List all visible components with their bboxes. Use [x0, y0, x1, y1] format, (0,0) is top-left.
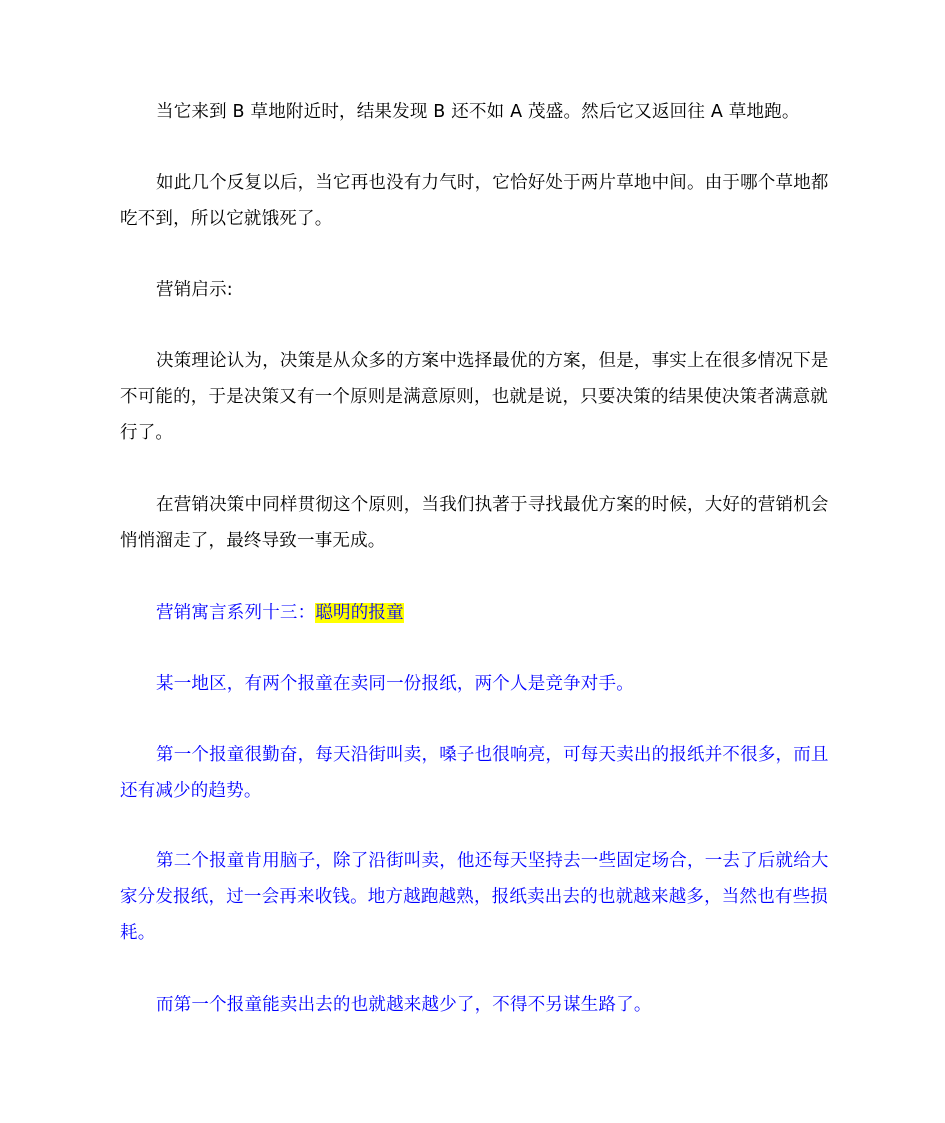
paragraph-marketing-decision: 在营销决策中同样贯彻这个原则，当我们执著于寻找最优方案的时候，大好的营销机会悄悄溜走了，最终导致一事无成。	[120, 495, 829, 551]
story-paragraph-rivals: 某一地区，有两个报童在卖同一份报纸，两个人是竞争对手。	[156, 674, 634, 694]
paragraph-starved: 如此几个反复以后，当它再也没有力气时，它恰好处于两片草地中间。由于哪个草地都吃不到，所以它就饿死了。	[120, 173, 829, 229]
story-paragraph-second-newsboy: 第二个报童肯用脑子，除了沿街叫卖，他还每天坚持去一些固定场合，一去了后就给大家分发报纸，过一会再来收钱。地方越跑越熟，报纸卖出去的也就越来越多，当然也有些损耗。	[120, 851, 829, 943]
story-paragraph-outcome: 而第一个报童能卖出去的也就越来越少了，不得不另谋生路了。	[156, 995, 652, 1015]
paragraph-grass-b: 当它来到 B 草地附近时，结果发现 B 还不如 A 茂盛。然后它又返回往 A 草地跑。	[156, 102, 800, 122]
section-heading-prefix: 营销寓言系列十三：	[156, 603, 316, 623]
story-paragraph-first-newsboy: 第一个报童很勤奋，每天沿街叫卖，嗓子也很响亮，可每天卖出的报纸并不很多，而且还有减少的趋势。	[120, 745, 829, 801]
section-heading	[120, 595, 830, 631]
section-heading-highlighted-title: 聪明的报童	[315, 603, 404, 623]
paragraph-marketing-insight-label: 营销启示:	[156, 280, 233, 300]
paragraph-decision-theory: 决策理论认为，决策是从众多的方案中选择最优的方案，但是，事实上在很多情况下是不可能的，于是决策又有一个原则是满意原则，也就是说，只要决策的结果使决策者满意就行了。	[120, 351, 829, 443]
